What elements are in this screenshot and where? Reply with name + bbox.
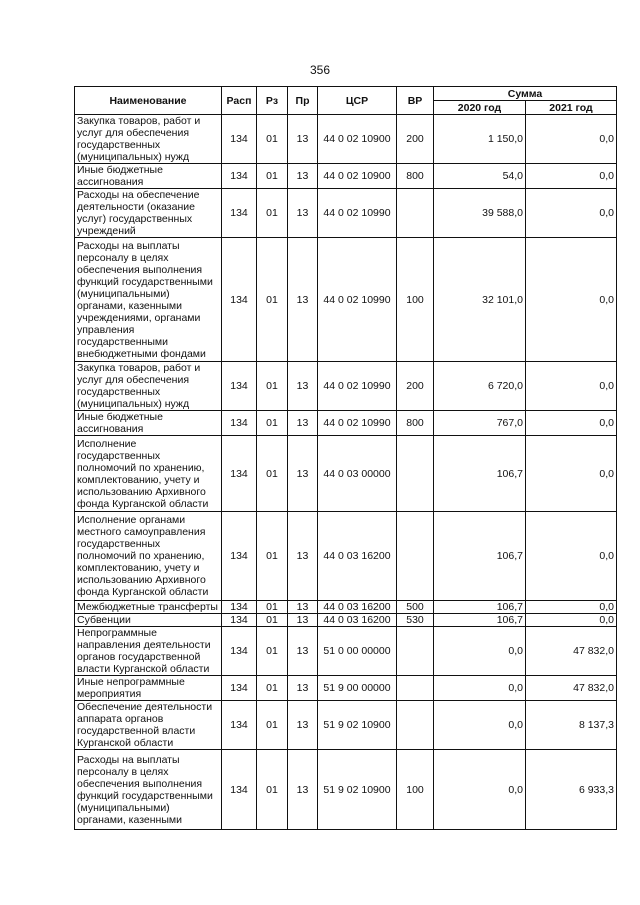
row-vr [397, 676, 434, 701]
row-vr: 500 [397, 601, 434, 614]
table-row [75, 701, 617, 750]
row-amount-2021: 0,0 [526, 115, 617, 164]
row-amount-2020: 106,7 [434, 614, 526, 627]
row-pr: 13 [288, 115, 318, 164]
row-vr: 200 [397, 115, 434, 164]
row-rasp: 134 [222, 436, 257, 512]
row-pr: 13 [288, 362, 318, 411]
row-csr: 44 0 03 16200 [318, 601, 397, 614]
table-row [75, 189, 617, 238]
row-vr: 800 [397, 164, 434, 189]
row-rz: 01 [257, 676, 288, 701]
header-rasp: Расп [222, 87, 257, 115]
row-vr: 100 [397, 750, 434, 830]
row-rasp: 134 [222, 189, 257, 238]
row-name: Иные непрограммные мероприятия [75, 676, 222, 701]
row-rasp: 134 [222, 750, 257, 830]
row-vr: 200 [397, 362, 434, 411]
table-row [75, 238, 617, 362]
row-rz: 01 [257, 601, 288, 614]
row-name: Расходы на обеспечение деятельности (оказание услуг) государственных учреждений [75, 189, 222, 238]
row-amount-2020: 0,0 [434, 701, 526, 750]
row-csr: 44 0 02 10900 [318, 115, 397, 164]
row-name: Исполнение государственных полномочий по хранению, комплектованию, учету и использованию Архивного фонда Курганской области [75, 436, 222, 512]
row-rasp: 134 [222, 512, 257, 601]
header-csr: ЦСР [318, 87, 397, 115]
row-rz: 01 [257, 701, 288, 750]
header-vr: ВР [397, 87, 434, 115]
row-name: Расходы на выплаты персоналу в целях обеспечения выполнения функций государственными (муниципальными) органами, казенными [75, 750, 222, 830]
row-vr: 530 [397, 614, 434, 627]
row-amount-2020: 106,7 [434, 512, 526, 601]
row-pr: 13 [288, 238, 318, 362]
header-rz: Рз [257, 87, 288, 115]
row-name: Исполнение органами местного самоуправления государственных полномочий по хранению, комплектованию, учету и использованию Архивного фонда Курганской области [75, 512, 222, 601]
row-vr [397, 701, 434, 750]
row-rasp: 134 [222, 115, 257, 164]
row-csr: 44 0 02 10900 [318, 164, 397, 189]
row-csr: 51 9 02 10900 [318, 750, 397, 830]
header-2021: 2021 год [526, 101, 617, 115]
row-amount-2021: 0,0 [526, 512, 617, 601]
table-row [75, 411, 617, 436]
row-csr: 44 0 02 10990 [318, 238, 397, 362]
row-csr: 44 0 03 00000 [318, 436, 397, 512]
row-rasp: 134 [222, 411, 257, 436]
row-csr: 44 0 03 16200 [318, 512, 397, 601]
row-name: Закупка товаров, работ и услуг для обеспечения государственных (муниципальных) нужд [75, 362, 222, 411]
row-name: Обеспечение деятельности аппарата органов государственной власти Курганской области [75, 701, 222, 750]
row-vr: 100 [397, 238, 434, 362]
row-rz: 01 [257, 512, 288, 601]
row-csr: 44 0 03 16200 [318, 614, 397, 627]
row-name: Закупка товаров, работ и услуг для обеспечения государственных (муниципальных) нужд [75, 115, 222, 164]
table-row [75, 362, 617, 411]
row-pr: 13 [288, 627, 318, 676]
row-rasp: 134 [222, 238, 257, 362]
row-name: Межбюджетные трансферты [75, 601, 222, 614]
row-amount-2020: 6 720,0 [434, 362, 526, 411]
row-amount-2021: 0,0 [526, 614, 617, 627]
row-amount-2021: 0,0 [526, 164, 617, 189]
row-vr [397, 189, 434, 238]
row-rasp: 134 [222, 701, 257, 750]
row-pr: 13 [288, 676, 318, 701]
page-number: 356 [309, 63, 331, 77]
row-amount-2021: 0,0 [526, 238, 617, 362]
table-row [75, 115, 617, 164]
row-rz: 01 [257, 614, 288, 627]
row-amount-2021: 47 832,0 [526, 676, 617, 701]
row-vr [397, 512, 434, 601]
row-amount-2020: 0,0 [434, 627, 526, 676]
row-pr: 13 [288, 411, 318, 436]
row-amount-2021: 0,0 [526, 601, 617, 614]
row-rz: 01 [257, 411, 288, 436]
row-rz: 01 [257, 362, 288, 411]
row-rz: 01 [257, 115, 288, 164]
row-pr: 13 [288, 701, 318, 750]
row-amount-2020: 0,0 [434, 676, 526, 701]
header-sum: Сумма [434, 87, 617, 101]
row-rasp: 134 [222, 164, 257, 189]
row-amount-2021: 47 832,0 [526, 627, 617, 676]
row-amount-2021: 0,0 [526, 436, 617, 512]
row-amount-2020: 39 588,0 [434, 189, 526, 238]
row-amount-2020: 1 150,0 [434, 115, 526, 164]
row-rz: 01 [257, 164, 288, 189]
table-row [75, 436, 617, 512]
row-name: Субвенции [75, 614, 222, 627]
row-amount-2020: 54,0 [434, 164, 526, 189]
row-name: Иные бюджетные ассигнования [75, 411, 222, 436]
row-csr: 44 0 02 10990 [318, 189, 397, 238]
row-rz: 01 [257, 750, 288, 830]
row-rz: 01 [257, 436, 288, 512]
row-name: Расходы на выплаты персоналу в целях обеспечения выполнения функций государственными (муниципальными) органами, казенными учреждениями, органами управления государственными внебюджетными фондами [75, 238, 222, 362]
row-amount-2021: 6 933,3 [526, 750, 617, 830]
row-csr: 51 0 00 00000 [318, 627, 397, 676]
row-amount-2021: 0,0 [526, 362, 617, 411]
table-body [75, 115, 617, 830]
row-amount-2020: 0,0 [434, 750, 526, 830]
header-name: Наименование [75, 87, 222, 115]
row-rasp: 134 [222, 362, 257, 411]
row-pr: 13 [288, 750, 318, 830]
row-rasp: 134 [222, 614, 257, 627]
row-pr: 13 [288, 436, 318, 512]
table-row [75, 614, 617, 627]
table-row [75, 601, 617, 614]
row-amount-2021: 0,0 [526, 189, 617, 238]
row-rasp: 134 [222, 601, 257, 614]
row-amount-2020: 32 101,0 [434, 238, 526, 362]
table-row [75, 676, 617, 701]
row-vr [397, 627, 434, 676]
table-row [75, 164, 617, 189]
row-vr [397, 436, 434, 512]
row-amount-2020: 767,0 [434, 411, 526, 436]
header-pr: Пр [288, 87, 318, 115]
row-csr: 51 9 00 00000 [318, 676, 397, 701]
header-2020: 2020 год [434, 101, 526, 115]
row-name: Непрограммные направления деятельности органов государственной власти Курганской области [75, 627, 222, 676]
row-pr: 13 [288, 189, 318, 238]
row-amount-2021: 8 137,3 [526, 701, 617, 750]
row-vr: 800 [397, 411, 434, 436]
row-amount-2020: 106,7 [434, 601, 526, 614]
row-pr: 13 [288, 601, 318, 614]
row-rasp: 134 [222, 676, 257, 701]
row-rz: 01 [257, 627, 288, 676]
row-pr: 13 [288, 512, 318, 601]
row-rz: 01 [257, 189, 288, 238]
row-csr: 51 9 02 10900 [318, 701, 397, 750]
row-csr: 44 0 02 10990 [318, 411, 397, 436]
row-csr: 44 0 02 10990 [318, 362, 397, 411]
row-amount-2021: 0,0 [526, 411, 617, 436]
budget-table [74, 86, 617, 830]
table-row [75, 750, 617, 830]
table-row [75, 512, 617, 601]
row-name: Иные бюджетные ассигнования [75, 164, 222, 189]
row-pr: 13 [288, 164, 318, 189]
row-pr: 13 [288, 614, 318, 627]
row-amount-2020: 106,7 [434, 436, 526, 512]
row-rasp: 134 [222, 627, 257, 676]
row-rz: 01 [257, 238, 288, 362]
table-row [75, 627, 617, 676]
